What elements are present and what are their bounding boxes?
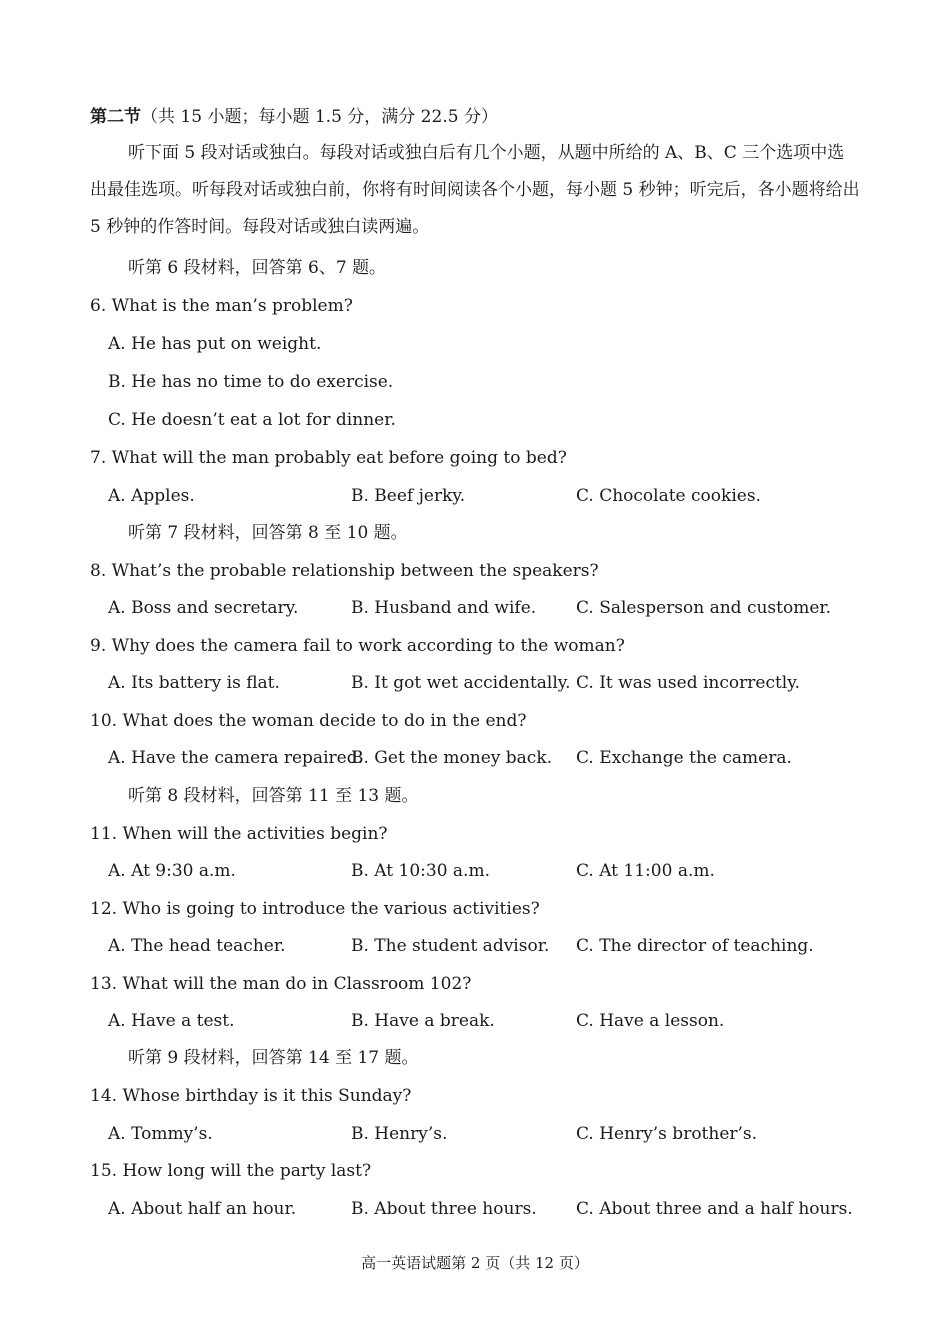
- option-c: C. About three and a half hours.: [576, 1199, 853, 1219]
- option-a: A. The head teacher.: [108, 936, 286, 956]
- option-b: B. Husband and wife.: [351, 598, 537, 618]
- option-c: C. He doesn’t eat a lot for dinner.: [108, 410, 396, 430]
- section-meta: （共 15 小题；每小题 1.5 分，满分 22.5 分）: [141, 107, 498, 127]
- question-stem: 10. What does the woman decide to do in the end?: [90, 711, 527, 731]
- question-stem: 9. Why does the camera fail to work according to the woman?: [90, 636, 625, 656]
- option-b: B. The student advisor.: [351, 936, 550, 956]
- question-stem: 15. How long will the party last?: [90, 1161, 372, 1181]
- question-stem: 8. What’s the probable relationship between the speakers?: [90, 561, 599, 581]
- option-b: B. Beef jerky.: [351, 486, 466, 506]
- section-heading: [90, 106, 498, 128]
- option-b: B. He has no time to do exercise.: [108, 372, 394, 392]
- option-c: C. Have a lesson.: [576, 1011, 725, 1031]
- option-c: C. Chocolate cookies.: [576, 486, 761, 506]
- material-heading: 听第 9 段材料，回答第 14 至 17 题。: [128, 1048, 419, 1068]
- question-stem: 14. Whose birthday is it this Sunday?: [90, 1086, 412, 1106]
- option-c: C. It was used incorrectly.: [576, 673, 800, 693]
- option-a: A. He has put on weight.: [108, 334, 322, 354]
- question-stem: 7. What will the man probably eat before going to bed?: [90, 448, 567, 468]
- option-b: B. Get the money back.: [351, 748, 553, 768]
- material-heading: 听第 8 段材料，回答第 11 至 13 题。: [128, 786, 419, 806]
- question-stem: 13. What will the man do in Classroom 102?: [90, 974, 472, 994]
- material-heading: 听第 6 段材料，回答第 6、7 题。: [128, 258, 387, 278]
- option-a: A. Its battery is flat.: [108, 673, 280, 693]
- page-footer: 高一英语试题第 2 页（共 12 页）: [361, 1254, 589, 1272]
- option-b: B. It got wet accidentally.: [351, 673, 571, 693]
- option-a: A. Apples.: [108, 486, 195, 506]
- option-c: C. Henry’s brother’s.: [576, 1124, 758, 1144]
- option-c: C. At 11:00 a.m.: [576, 861, 715, 881]
- question-stem: 11. When will the activities begin?: [90, 824, 388, 844]
- option-c: C. Salesperson and customer.: [576, 598, 832, 618]
- section-instructions: 听下面 5 段对话或独白。每段对话或独白后有几个小题，从题中所给的 A、B、C 三个选项中选出最佳选项。听每段对话或独白前，你将有时间阅读各个小题，每小题 5 秒钟；听完后，各小题将给出 5 秒钟的作答时间。每段对话或独白读两遍。: [90, 143, 860, 237]
- option-a: A. At 9:30 a.m.: [108, 861, 236, 881]
- option-b: B. Henry’s.: [351, 1124, 448, 1144]
- material-heading: 听第 7 段材料，回答第 8 至 10 题。: [128, 523, 408, 543]
- option-a: A. Boss and secretary.: [108, 598, 299, 618]
- option-c: C. Exchange the camera.: [576, 748, 792, 768]
- option-c: C. The director of teaching.: [576, 936, 814, 956]
- question-stem: 12. Who is going to introduce the various activities?: [90, 899, 540, 919]
- option-a: A. Tommy’s.: [108, 1124, 213, 1144]
- option-a: A. Have the camera repaired.: [108, 748, 363, 768]
- option-a: A. About half an hour.: [108, 1199, 297, 1219]
- option-a: A. Have a test.: [108, 1011, 235, 1031]
- question-stem: 6. What is the man’s problem?: [90, 296, 353, 316]
- option-b: B. About three hours.: [351, 1199, 537, 1219]
- section-title: 第二节: [90, 107, 141, 127]
- option-b: B. At 10:30 a.m.: [351, 861, 490, 881]
- option-b: B. Have a break.: [351, 1011, 495, 1031]
